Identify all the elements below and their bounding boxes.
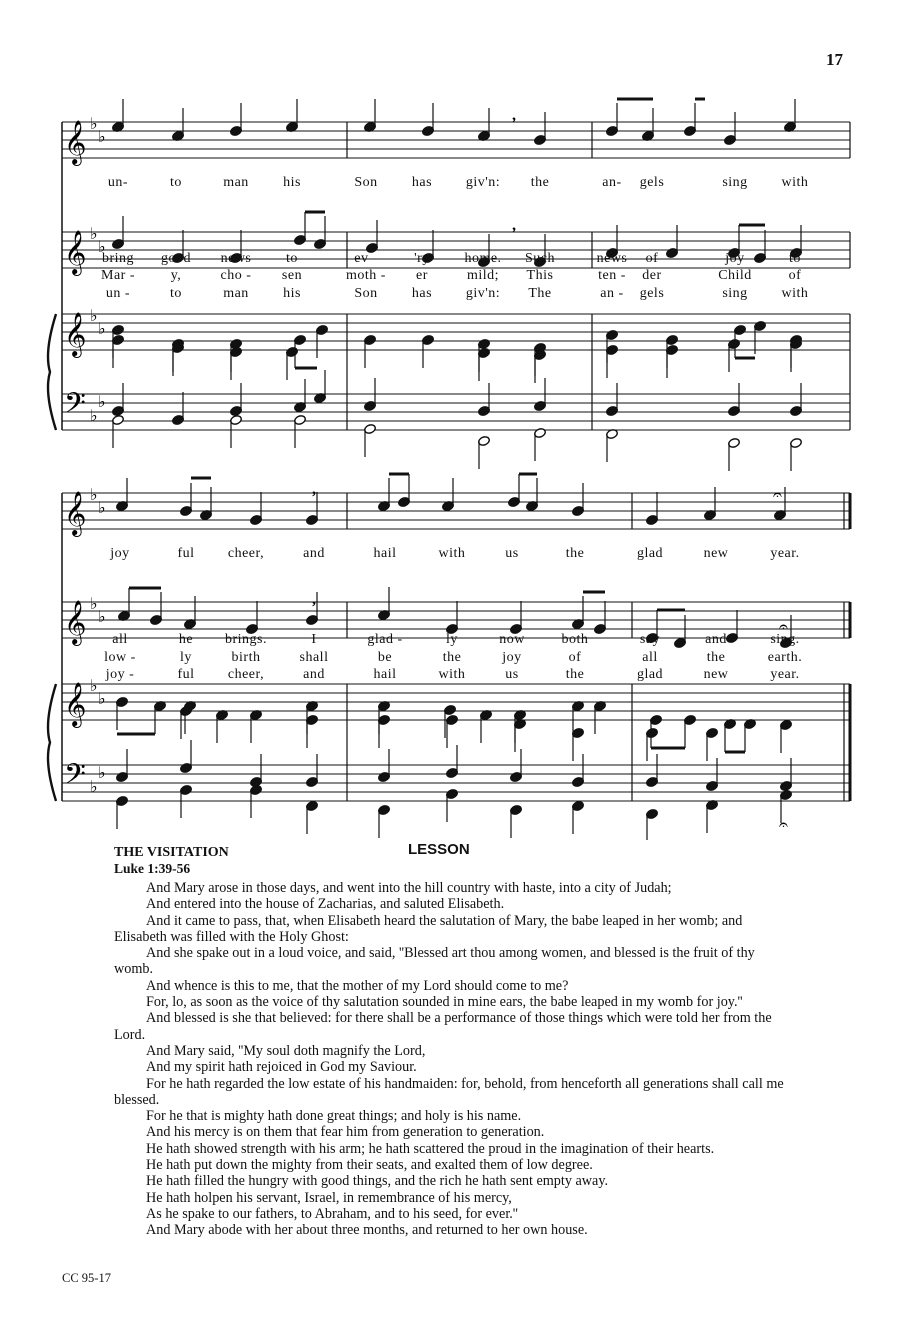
lyric-syllable: with <box>781 175 809 190</box>
lyric-syllable: bring <box>101 251 135 266</box>
fermata-icon: 𝄐 <box>779 617 788 636</box>
lyric-syllable: sing <box>722 175 748 190</box>
lyric-syllable: and <box>303 667 325 682</box>
lyric-syllable: hail <box>373 667 397 682</box>
lyric-syllable: year. <box>770 546 800 561</box>
treble-clef-icon: 𝄞 <box>64 682 87 726</box>
lyric-syllable: and <box>303 546 325 561</box>
lyric-syllable: with <box>781 286 809 301</box>
lyric-syllable: man <box>223 286 249 301</box>
treble-clef-icon: 𝄞 <box>64 600 87 644</box>
lyric-syllable: earth. <box>767 650 803 665</box>
fermata-icon: 𝄐 <box>779 815 788 834</box>
lyric-syllable: ev - <box>354 251 378 266</box>
lyric-syllable: all <box>112 632 128 647</box>
system-brace <box>48 684 56 801</box>
lyric-syllable: to <box>286 251 298 266</box>
scripture-text <box>114 880 794 1239</box>
scripture-verse: And she spake out in a loud voice, and said, ''Blessed art thou among women, and blessed is the fruit of thy womb. <box>114 945 755 978</box>
lyric-syllable: the <box>565 667 585 682</box>
lyric-syllable: shall <box>299 650 329 665</box>
scripture-verse: He hath holpen his servant, Israel, in remembrance of his mercy, <box>146 1189 512 1206</box>
lyric-syllable: of <box>568 650 582 665</box>
lyric-syllable: ful <box>177 546 195 561</box>
lyric-syllable: brings. <box>225 632 267 647</box>
lyric-syllable: the <box>530 175 550 190</box>
lyric-syllable: der <box>642 268 662 283</box>
flat-sign: ♭ <box>98 498 106 517</box>
flat-sign: ♭ <box>98 319 106 338</box>
scripture-verse: And my spirit hath rejoiced in God my Saviour. <box>146 1059 417 1076</box>
lyric-syllable: the <box>706 650 726 665</box>
lyric-syllable: has <box>411 286 433 301</box>
lyric-syllable: ly <box>446 632 458 647</box>
lyric-syllable: to <box>170 286 182 301</box>
lyric-syllable: low - <box>104 650 136 665</box>
treble-clef-icon: 𝄞 <box>64 491 87 535</box>
lyric-syllable: joy - <box>105 667 135 682</box>
lyric-syllable: his <box>283 286 301 301</box>
flat-sign: ♭ <box>98 237 106 256</box>
lyric-syllable: the <box>565 546 585 561</box>
lyric-syllable: to <box>170 175 182 190</box>
scripture-verse: And whence is this to me, that the mother of my Lord should come to me? <box>146 977 569 994</box>
lyric-syllable: the <box>442 650 462 665</box>
lyric-syllable: year. <box>770 667 800 682</box>
lyric-syllable: joy <box>725 251 745 266</box>
lyric-syllable: Child <box>718 268 752 283</box>
lyric-syllable: cheer, <box>227 546 265 561</box>
breath-mark: , <box>512 217 516 234</box>
flat-sign: ♭ <box>90 306 98 325</box>
lyric-syllable: joy <box>502 650 522 665</box>
lyric-syllable: Such <box>525 251 555 266</box>
lyric-syllable: er <box>416 268 428 283</box>
lyric-syllable: he <box>178 632 194 647</box>
treble-clef-icon: 𝄞 <box>64 230 87 274</box>
flat-sign: ♭ <box>98 392 106 411</box>
scripture-verse: And his mercy is on them that fear him from generation to generation. <box>146 1124 545 1141</box>
lyric-syllable: an - <box>600 286 624 301</box>
lyric-syllable: giv'n: <box>465 286 501 301</box>
lesson-heading: LESSON <box>408 841 470 858</box>
flat-sign: ♭ <box>90 676 98 695</box>
lyric-syllable: 'ry <box>414 251 430 266</box>
flat-sign: ♭ <box>90 485 98 504</box>
lyric-syllable: Mar - <box>101 268 135 283</box>
lyric-syllable: of <box>788 268 802 283</box>
flat-sign: ♭ <box>90 224 98 243</box>
page-number: 17 <box>826 50 843 69</box>
lyric-syllable: The <box>528 286 552 301</box>
lyric-syllable: of <box>645 251 659 266</box>
lyric-syllable: glad <box>636 667 664 682</box>
lyric-syllable: gels <box>639 175 665 190</box>
lyric-syllable: news <box>220 251 252 266</box>
flat-sign: ♭ <box>98 127 106 146</box>
lyric-syllable: sing <box>722 286 748 301</box>
lyric-syllable: y, <box>170 268 182 283</box>
lyric-syllable: moth - <box>346 268 386 283</box>
breath-mark: , <box>512 107 516 124</box>
lyric-syllable: new <box>703 667 729 682</box>
scripture-verse: And it came to pass, that, when Elisabeth heard the salutation of Mary, the babe leaped in her womb; and Elisabeth was filled with the Holy Ghost: <box>114 912 743 945</box>
lyric-syllable: joy <box>110 546 130 561</box>
flat-sign: ♭ <box>90 406 98 425</box>
lyric-syllable: and <box>705 632 727 647</box>
treble-clef-icon: 𝄞 <box>64 120 87 164</box>
breath-mark: , <box>312 481 316 498</box>
flat-sign: ♭ <box>90 777 98 796</box>
lyric-syllable: both <box>561 632 589 647</box>
reading-title: THE VISITATION <box>114 845 229 860</box>
lyric-syllable: cho - <box>220 268 252 283</box>
breath-mark: , <box>312 591 316 608</box>
flat-sign: ♭ <box>98 689 106 708</box>
scripture-verse: And entered into the house of Zacharias, and saluted Elisabeth. <box>146 896 505 913</box>
lyric-syllable: ful <box>177 667 195 682</box>
lyric-syllable: un- <box>107 175 129 190</box>
scripture-verse: He hath filled the hungry with good things, and the rich he hath sent empty away. <box>146 1173 609 1190</box>
scripture-verse: And Mary abode with her about three months, and returned to her own house. <box>146 1222 588 1239</box>
scripture-reference: Luke 1:39-56 <box>114 861 191 876</box>
scripture-verse: And Mary said, ''My soul doth magnify the Lord, <box>146 1042 426 1059</box>
lyric-syllable: hail <box>373 546 397 561</box>
lyric-syllable: us <box>505 546 519 561</box>
scripture-verse: And Mary arose in those days, and went into the hill country with haste, into a city of Judah; <box>146 880 672 896</box>
lyric-syllable: sen <box>281 268 303 283</box>
lyric-syllable: all <box>642 650 658 665</box>
lyric-syllable: glad <box>636 546 664 561</box>
lyric-syllable: ten - <box>598 268 626 283</box>
lyric-syllable: gels <box>639 286 665 301</box>
scripture-verse: He hath showed strength with his arm; he hath scattered the proud in the imagination of their hearts. <box>146 1140 715 1157</box>
scripture-verse: For, lo, as soon as the voice of thy salutation sounded in mine ears, the babe leaped in my womb for joy.'' <box>146 994 743 1011</box>
system-brace <box>48 314 56 430</box>
lyric-syllable: has <box>411 175 433 190</box>
lyric-syllable: birth <box>231 650 261 665</box>
lyric-syllable: with <box>438 546 466 561</box>
lyric-syllable: cheer, <box>227 667 265 682</box>
lyric-syllable: to <box>789 251 801 266</box>
lyric-syllable: sing. <box>770 632 800 647</box>
lyric-syllable: be <box>377 650 393 665</box>
bass-clef-icon: 𝄢 <box>64 758 86 798</box>
lyric-syllable: This <box>526 268 554 283</box>
lyric-syllable: his <box>283 175 301 190</box>
scripture-verse: He hath put down the mighty from their seats, and exalted them of low degree. <box>146 1157 593 1174</box>
lyric-syllable: Son <box>354 175 378 190</box>
lyric-syllable: ly <box>180 650 192 665</box>
lyric-syllable: Son <box>354 286 378 301</box>
lyric-syllable: say <box>639 632 661 647</box>
lyric-syllable: with <box>438 667 466 682</box>
flat-sign: ♭ <box>98 763 106 782</box>
scripture-verse: And blessed is she that believed: for there shall be a performance of those things which were told her from the Lord. <box>114 1010 772 1043</box>
lyric-syllable: giv'n: <box>465 175 501 190</box>
lyric-syllable: now <box>499 632 525 647</box>
scripture-verse: For he hath regarded the low estate of his handmaiden: for, behold, from henceforth all generations shall call me blessed. <box>114 1075 784 1108</box>
lyric-syllable: good <box>161 251 191 266</box>
lyric-syllable: un - <box>105 286 131 301</box>
treble-clef-icon: 𝄞 <box>64 312 87 356</box>
flat-sign: ♭ <box>90 594 98 613</box>
flat-sign: ♭ <box>98 607 106 626</box>
lyric-syllable: an- <box>602 175 622 190</box>
lyric-syllable: new <box>703 546 729 561</box>
lyric-syllable: glad - <box>367 632 403 647</box>
lyric-syllable: man <box>223 175 249 190</box>
lyric-syllable: I <box>311 632 317 647</box>
scripture-verse: As he spake to our fathers, to Abraham, and to his seed, for ever.'' <box>146 1205 518 1222</box>
catalog-number: CC 95-17 <box>62 1271 111 1285</box>
flat-sign: ♭ <box>90 114 98 133</box>
lyric-syllable: home. <box>464 251 502 266</box>
lyric-syllable: mild; <box>466 268 500 283</box>
scripture-verse: For he that is mighty hath done great things; and holy is his name. <box>146 1108 522 1125</box>
bass-clef-icon: 𝄢 <box>64 387 86 427</box>
lyric-syllable: news <box>596 251 628 266</box>
lyric-syllable: us <box>505 667 519 682</box>
fermata-icon: 𝄐 <box>773 485 782 504</box>
